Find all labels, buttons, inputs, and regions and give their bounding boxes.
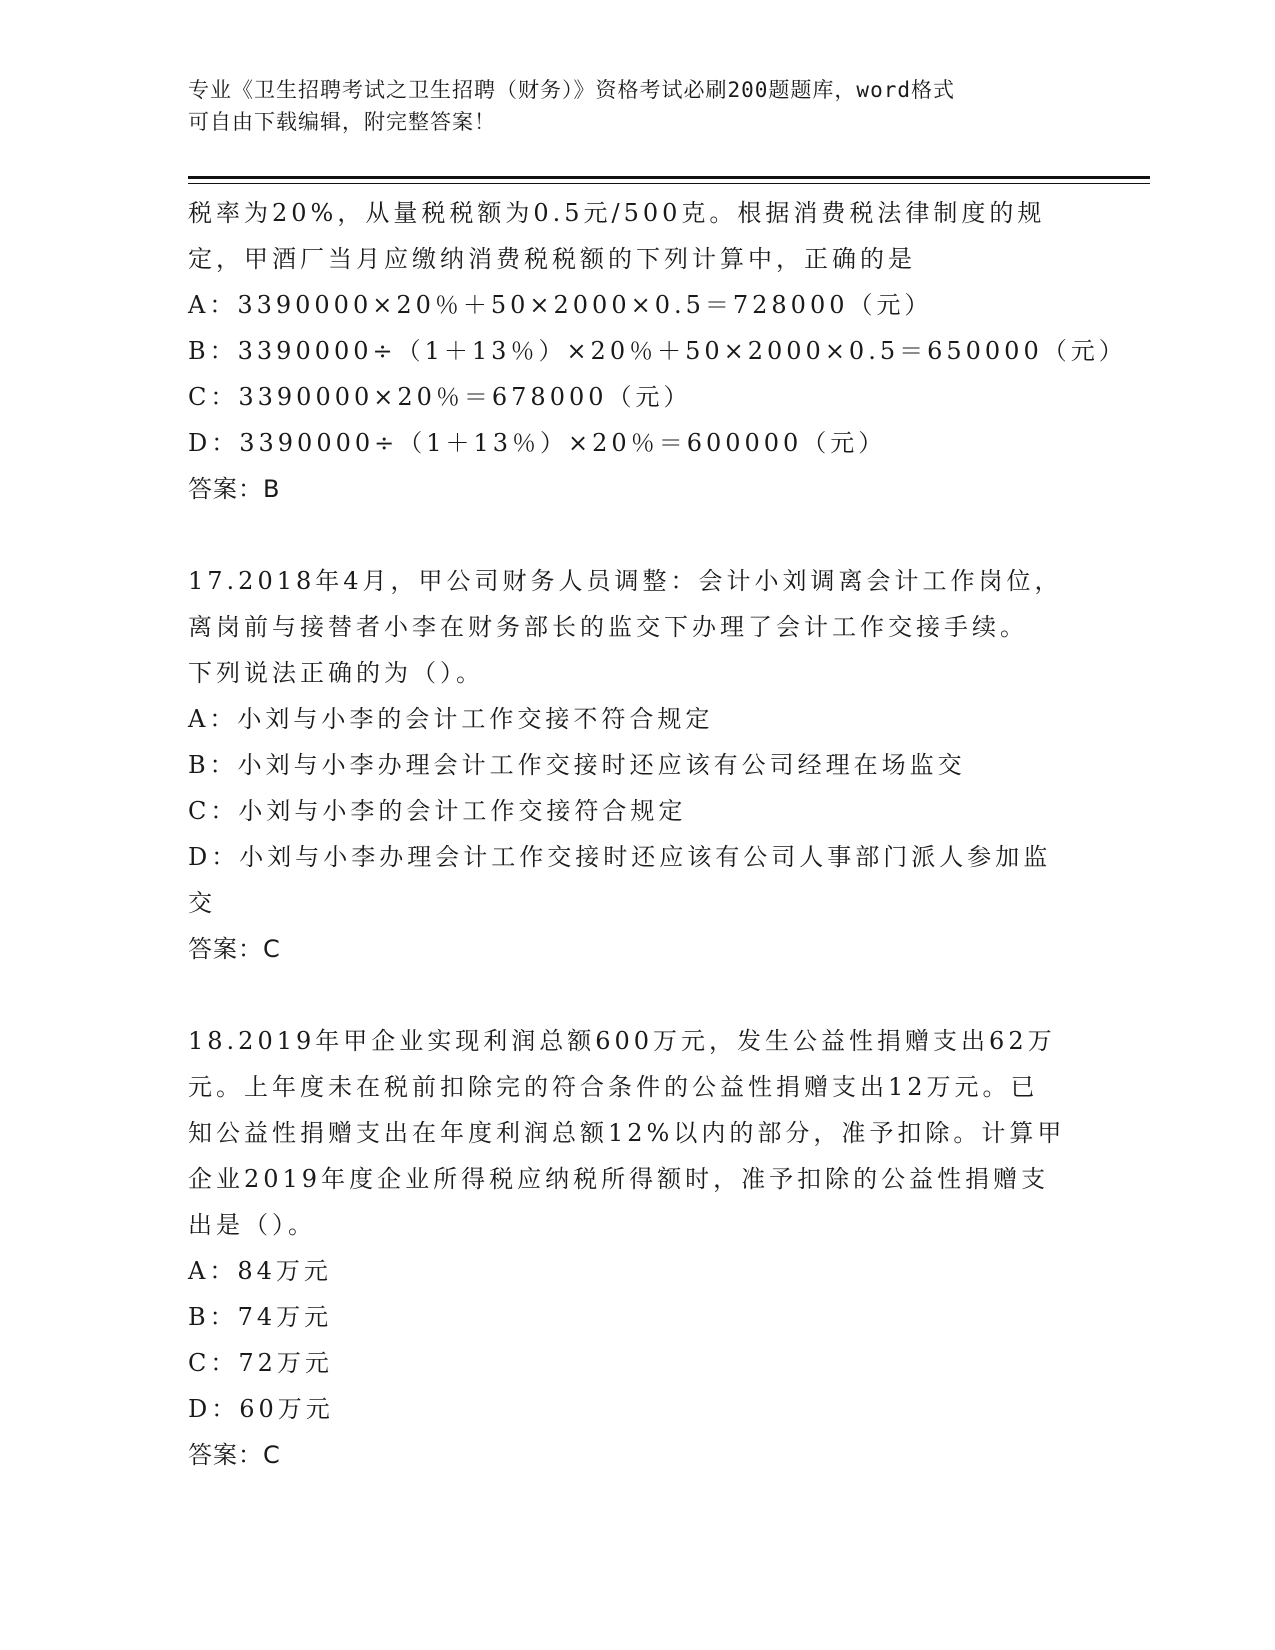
question-18 bbox=[188, 1018, 1078, 1478]
option-c: C：3390000×20％＝678000（元） bbox=[188, 383, 692, 411]
spacer bbox=[188, 512, 1078, 558]
question-17 bbox=[188, 558, 1078, 972]
question-16 bbox=[188, 190, 1127, 512]
question-stem-line: 出是（）。 bbox=[188, 1211, 316, 1239]
option-c: C：72万元 bbox=[188, 1349, 333, 1377]
option-b: B：3390000÷（1＋13％）×20％＋50×2000×0.5＝650000（元） bbox=[188, 337, 1127, 365]
option-a: A：3390000×20％＋50×2000×0.5＝728000（元） bbox=[188, 291, 933, 319]
question-stem-line: 税率为20%，从量税税额为0.5元/500克。根据消费税法律制度的规 bbox=[188, 199, 1046, 227]
option-a: A：84万元 bbox=[188, 1257, 332, 1285]
document-header bbox=[188, 74, 1068, 138]
question-content bbox=[188, 190, 1127, 1478]
header-line-2: 可自由下载编辑，附完整答案！ bbox=[188, 110, 496, 134]
option-d: D：60万元 bbox=[188, 1395, 334, 1423]
answer: 答案：C bbox=[188, 1441, 281, 1469]
question-stem-line: 离岗前与接替者小李在财务部长的监交下办理了会计工作交接手续。 bbox=[188, 613, 1028, 641]
question-stem-line: 18.2019年甲企业实现利润总额600万元，发生公益性捐赠支出62万 bbox=[188, 1027, 1056, 1055]
option-d-continued: 交 bbox=[188, 889, 216, 917]
option-b: B：74万元 bbox=[188, 1303, 333, 1331]
question-stem-line: 企业2019年度企业所得税应纳税所得额时，准予扣除的公益性捐赠支 bbox=[188, 1165, 1050, 1193]
question-stem-line: 下列说法正确的为（）。 bbox=[188, 659, 484, 687]
answer: 答案：B bbox=[188, 475, 281, 503]
header-rule-thin bbox=[188, 183, 1150, 184]
option-b: B：小刘与小李办理会计工作交接时还应该有公司经理在场监交 bbox=[188, 751, 966, 779]
header-line-1: 专业《卫生招聘考试之卫生招聘（财务）》资格考试必刷200题题库，word格式 bbox=[188, 78, 955, 102]
question-stem-line: 定，甲酒厂当月应缴纳消费税税额的下列计算中，正确的是 bbox=[188, 245, 916, 273]
option-d: D：3390000÷（1＋13％）×20％＝600000（元） bbox=[188, 429, 887, 457]
header-rule-thick bbox=[188, 176, 1150, 179]
option-c: C：小刘与小李的会计工作交接符合规定 bbox=[188, 797, 687, 825]
answer: 答案：C bbox=[188, 935, 281, 963]
spacer bbox=[188, 972, 1078, 1018]
question-stem-line: 知公益性捐赠支出在年度利润总额12%以内的部分，准予扣除。计算甲 bbox=[188, 1119, 1066, 1147]
option-d: D：小刘与小李办理会计工作交接时还应该有公司人事部门派人参加监 bbox=[188, 843, 1052, 871]
question-stem-line: 17.2018年4月，甲公司财务人员调整：会计小刘调离会计工作岗位， bbox=[188, 567, 1063, 595]
option-a: A：小刘与小李的会计工作交接不符合规定 bbox=[188, 705, 714, 733]
question-stem-line: 元。上年度未在税前扣除完的符合条件的公益性捐赠支出12万元。已 bbox=[188, 1073, 1039, 1101]
